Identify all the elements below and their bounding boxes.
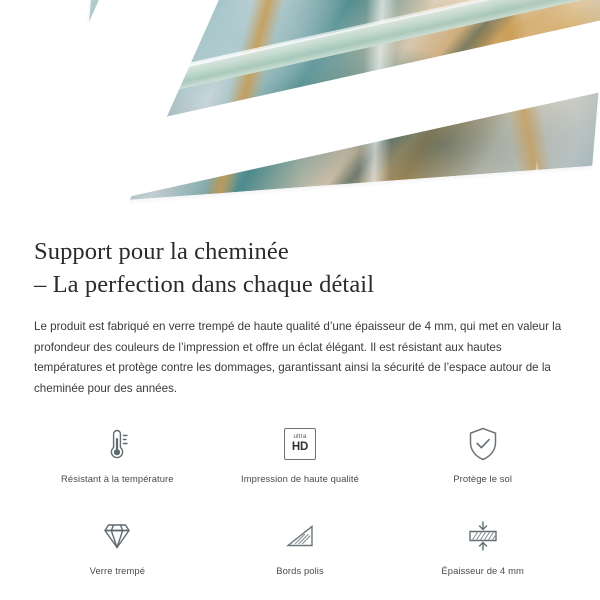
feature-item-floor-protection xyxy=(391,422,574,506)
shield-check-icon xyxy=(465,422,501,466)
feature-label: Épaisseur de 4 mm xyxy=(441,564,524,576)
feature-label: Bords polis xyxy=(276,564,324,576)
ultra-hd-icon xyxy=(284,422,316,466)
feature-label: Protège le sol xyxy=(453,472,513,484)
thermometer-icon xyxy=(100,422,134,466)
feature-item-polished-edges xyxy=(209,514,392,598)
headline-line-2: – La perfection dans chaque détail xyxy=(34,270,375,298)
feature-label: Verre trempé xyxy=(89,564,146,576)
feature-label: Résistant à la température xyxy=(61,472,174,484)
headline-line-1: Support pour la cheminée xyxy=(34,238,289,265)
feature-item-temperature xyxy=(26,422,209,506)
text-block xyxy=(0,222,600,400)
description-paragraph: Le produit est fabriqué en verre trempé de haute qualité d’une épaisseur de 4 mm, qui met en valeur la profondeur des couleurs de l’impression et offre un éclat élégant. Il est résistant aux hautes températures et protège contre les dommages, garantissant ainsi la sécurité de l’espace autour de la cheminée pour des années. xyxy=(34,320,562,396)
sparkle-icon xyxy=(561,181,585,205)
ultra-hd-badge-top: ultra xyxy=(293,433,307,441)
feature-grid xyxy=(0,422,600,598)
feature-label: Impression de haute qualité xyxy=(241,472,359,484)
ultra-hd-badge-bottom: HD xyxy=(291,440,309,453)
diamond-icon xyxy=(98,514,136,558)
thickness-arrows-icon xyxy=(463,514,503,558)
feature-item-tempered-glass xyxy=(26,514,209,598)
hero-image xyxy=(0,0,600,222)
feature-item-print-quality xyxy=(209,422,392,506)
page-title xyxy=(34,236,566,301)
polished-edges-icon xyxy=(282,514,318,558)
feature-item-thickness xyxy=(391,514,574,598)
